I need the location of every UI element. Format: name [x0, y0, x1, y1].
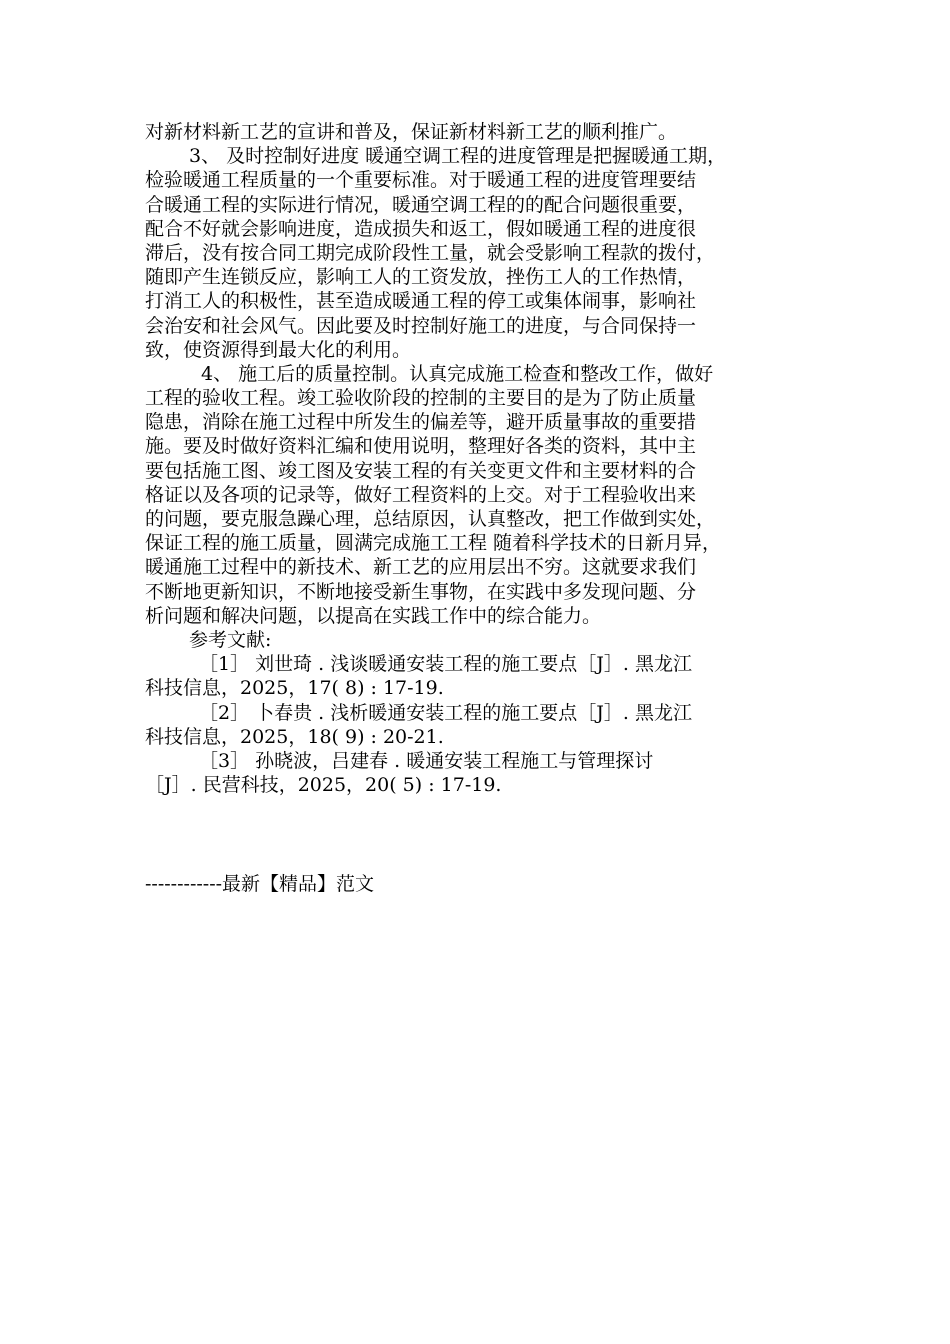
paragraph-line: 合暖通工程的实际进行情况，暖通空调工程的的配合问题很重要， — [145, 193, 697, 216]
paragraph-line: 保证工程的施工质量，圆满完成施工工程 随着科学技术的日新月异， — [145, 532, 722, 555]
paragraph-line: 要包括施工图、竣工图及安装工程的有关变更文件和主要材料的合 — [145, 459, 697, 482]
paragraph-line: 不断地更新知识，不断地接受新生事物，在实践中多发现问题、分 — [145, 580, 697, 603]
reference-entry: ［J］. 民营科技，2025，20( 5) : 17-19. — [145, 774, 502, 797]
paragraph-line: 检验暖通工程质量的一个重要标准。对于暖通工程的进度管理要结 — [145, 169, 697, 192]
paragraph-line: 对新材料新工艺的宣讲和普及，保证新材料新工艺的顺利推广。 — [145, 121, 678, 143]
paragraph-line: 施。要及时做好资料汇编和使用说明，整理好各类的资料，其中主 — [145, 435, 697, 458]
reference-entry: 科技信息，2025，18( 9) : 20-21. — [145, 725, 444, 748]
reference-entry: ［1］ 刘世琦 . 浅谈暖通安装工程的施工要点［J］. 黑龙江 — [199, 653, 692, 676]
paragraph-line: 格证以及各项的记录等，做好工程资料的上交。对于工程验收出来 — [145, 483, 697, 506]
paragraph-line: 随即产生连锁反应，影响工人的工资发放，挫伤工人的工作热情， — [145, 266, 697, 289]
paragraph-line: 滞后，没有按合同工期完成阶段性工量，就会受影响工程款的拨付， — [145, 241, 716, 264]
paragraph-line: 3、 及时控制好进度 暖通空调工程的进度管理是把握暖通工期， — [189, 145, 727, 168]
paragraph-line: 致，使资源得到最大化的利用。 — [145, 338, 412, 361]
footer-text: ------------最新【精品】范文 — [145, 873, 375, 895]
paragraph-line: 工程的验收工程。竣工验收阶段的控制的主要目的是为了防止质量 — [145, 387, 697, 410]
reference-entry: ［3］ 孙晓波，吕建春 . 暖通安装工程施工与管理探讨 — [199, 749, 654, 772]
paragraph-line: 析问题和解决问题，以提高在实践工作中的综合能力。 — [145, 604, 602, 627]
paragraph-line: 4、 施工后的质量控制。认真完成施工检查和整改工作，做好 — [201, 362, 714, 385]
paragraph-line: 会治安和社会风气。因此要及时控制好施工的进度，与合同保持一 — [145, 314, 697, 337]
paragraph-line: 的问题，要克服急躁心理，总结原因，认真整改，把工作做到实处， — [145, 508, 716, 530]
references-heading: 参考文献: — [189, 628, 272, 651]
paragraph-line: 暖通施工过程中的新技术、新工艺的应用层出不穷。这就要求我们 — [145, 556, 697, 579]
reference-entry: ［2］ 卜春贵 . 浅析暖通安装工程的施工要点［J］. 黑龙江 — [199, 701, 692, 724]
reference-entry: 科技信息，2025，17( 8) : 17-19. — [145, 677, 444, 700]
document-body — [145, 120, 815, 797]
paragraph-line: 隐患，消除在施工过程中所发生的偏差等，避开质量事故的重要措 — [145, 411, 697, 434]
paragraph-line: 配合不好就会影响进度，造成损失和返工，假如暖通工程的进度很 — [145, 217, 697, 240]
paragraph-line: 打消工人的积极性，甚至造成暖通工程的停工或集体闹事，影响社 — [145, 290, 697, 313]
